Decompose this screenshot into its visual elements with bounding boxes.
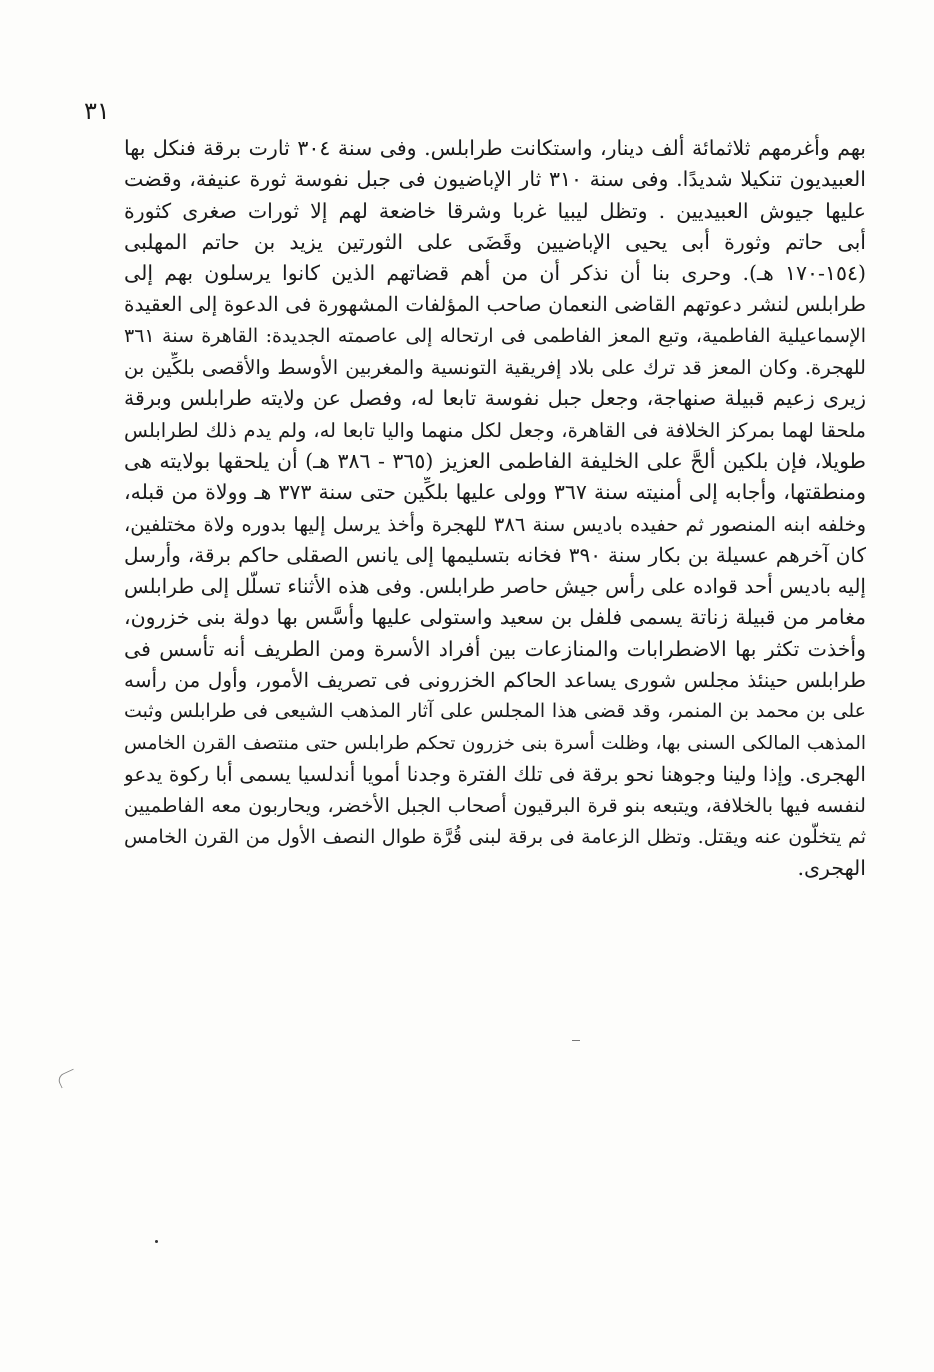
text-line-3: عليها جيوش العبيديين . وتظل ليبيا غربا وشرقا خاضعة لهم إلا ثورات صغرى كثورة	[124, 198, 866, 223]
scan-speck	[155, 1240, 158, 1243]
text-line-10: ملحقا لهما بمركز الخلافة فى القاهرة، وجعل لكل منهما واليا تابعا له، ولم يدم ذلك لطرابلس	[124, 418, 866, 442]
text-line-19: على بن محمد بن المنمر، وقد قضى هذا المجلس على آثار المذهب الشيعى فى طرابلس وثبت	[124, 700, 866, 723]
text-line-14: كان آخرهم عسيلة بن بكار سنة ٣٩٠ فخانه بتسليمها إلى يانس الصقلى حاكم برقة، وأرسل	[124, 542, 866, 567]
scan-mark	[56, 1069, 79, 1089]
page-number: ٣١	[84, 97, 110, 125]
text-line-2: العبيديون تنكيلا شديدًا. وفى سنة ٣١٠ ثار الإباضيون فى جبل نفوسة ثورة عنيفة، وقضت	[124, 167, 866, 192]
text-line-23: ثم يتخلَّون عنه ويقتل. وتظل الزعامة فى برقة لبنى قُرَّة طوال النصف الأول من القرن الخامس	[124, 825, 866, 848]
text-line-12: ومنطقتها، وأجابه إلى أمنيته سنة ٣٦٧ وولى عليها بلكِّين حتى سنة ٣٧٣ هـ وولاة من قبله،	[124, 480, 866, 505]
scan-speck	[572, 1040, 580, 1041]
text-line-8: للهجرة. وكان المعز قد ترك على بلاد إفريقية التونسية والمغربين الأوسط والأقصى بلكِّين بن	[124, 356, 866, 380]
text-line-7: الإسماعيلية الفاطمية، وتبع المعز الفاطمى فى ارتحاله إلى عاصمته الجديدة: القاهرة سنة ٣٦١	[124, 324, 866, 347]
text-line-21: الهجرى. وإذا ولينا وجوهنا نحو برقة فى تلك الفترة وجدنا أمويا أندلسيا يسمى أبا ركوة يدعو	[124, 761, 866, 786]
text-line-22: لنفسه فيها بالخلافة، ويتبعه بنو قرة البرقيون أصحاب الجبل الأخضر، ويحاربون معه الفاطميين	[124, 794, 866, 818]
text-line-17: وأخذت تكثر بها الاضطرابات والمنازعات بين أفراد الأسرة ومن الطريف أنه تأسس فى	[124, 636, 866, 661]
body-text	[124, 133, 866, 884]
text-line-13: وخلفه ابنه المنصور ثم حفيده باديس سنة ٣٨٦ للهجرة وأخذ يرسل إليها بدوره ولاة مختلفين،	[124, 512, 866, 536]
text-line-11: طويلا، فإن بلكين ألحَّ على الخليفة الفاطمى العزيز (٣٦٥ - ٣٨٦ هـ) أن يلحقها بولايته هى	[124, 448, 866, 473]
text-line-18: طرابلس حينئذ مجلس شورى يساعد الحاكم الخزرونى فى تصريف الأمور، وأول من رأسه	[124, 668, 866, 693]
text-line-5: (١٥٤-١٧٠ هـ). وحرى بنا أن نذكر أن من أهم قضاتهم الذين كانوا يرسلون بهم إلى	[124, 261, 866, 286]
text-line-9: زيرى زعيم قبيلة صنهاجة، وجعل جبل نفوسة تابعا له، وفصل عن ولايته طرابلس وبرقة	[124, 386, 866, 411]
text-line-24: الهجرى.	[797, 855, 866, 880]
text-line-15: إليه باديس أحد قواده على رأس جيش حاصر طرابلس. وفى هذه الأثناء تسلَّل إلى طرابلس	[124, 574, 866, 599]
text-line-4: أبى حاتم وثورة أبى يحيى الإباضيين وقَضَى على الثورتين يزيد بن حاتم المهلبى	[124, 229, 866, 254]
text-line-20: المذهب المالكى السنى بها، وظلت أسرة بنى خزرون تحكم طرابلس حتى منتصف القرن الخامس	[124, 732, 866, 754]
text-line-1: بهم وأغرمهم ثلاثمائة ألف دينار، واستكانت طرابلس. وفى سنة ٣٠٤ ثارت برقة فنكل بها	[124, 136, 866, 160]
text-line-6: طرابلس لنشر دعوتهم القاضى النعمان صاحب المؤلفات المشهورة فى الدعوة إلى العقيدة	[124, 292, 866, 317]
text-line-16: مغامر من قبيلة زناتة يسمى فلفل بن سعيد واستولى عليها وأسَّس بها دولة بنى خزرون،	[124, 605, 866, 630]
